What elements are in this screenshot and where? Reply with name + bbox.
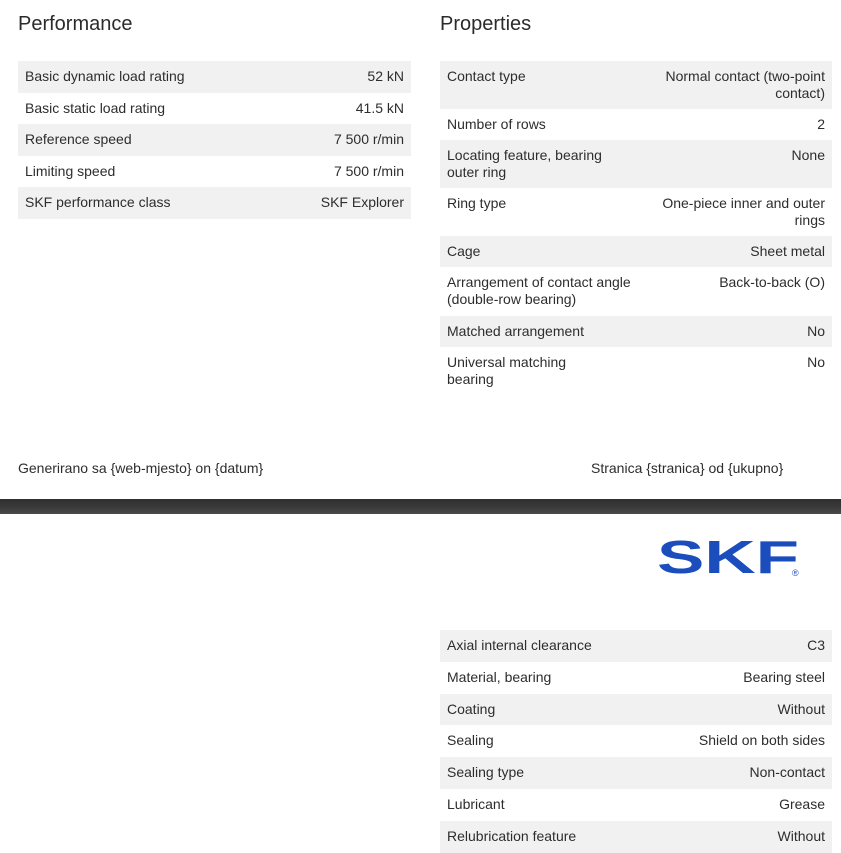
table-row [440,316,832,347]
row-label: Ring type [447,195,507,211]
row-value: 52 kN [367,68,404,84]
properties-heading: Properties [440,13,532,35]
row-value: Grease [779,795,825,812]
row-label: Lubricant [447,795,505,812]
row-value: C3 [807,637,825,653]
row-label: Contact type [447,68,526,84]
row-label: Reference speed [25,131,132,147]
table-row [440,757,832,789]
row-label: Sealing [447,732,494,749]
table-row [440,188,832,236]
footer-page-number: Stranica {stranica} od {ukupno} [591,460,784,476]
row-label: Limiting speed [25,162,116,179]
skf-logo [655,537,805,577]
row-value: One-piece inner and outer rings [662,195,825,228]
row-label: Matched arrangement [447,323,584,339]
table-row [440,140,832,188]
row-value: Back-to-back (O) [719,274,825,290]
table-row [440,821,832,853]
row-value: Shield on both sides [698,732,825,749]
row-label: Arrangement of contact angle (double-row bearing) [447,274,631,307]
table-row [440,236,832,267]
svg-text:SKF: SKF [657,537,799,577]
row-value: 41.5 kN [355,99,404,116]
row-value: Sheet metal [750,243,825,259]
row-label: Universal matching bearing [447,354,567,387]
row-value: Without [777,700,825,717]
row-value: Without [777,827,825,844]
row-label: Cage [447,243,481,259]
row-value: Bearing steel [743,668,825,685]
row-value: No [807,354,825,370]
row-label: Locating feature, bearing outer ring [447,147,602,180]
table-row [440,109,832,140]
table-row [18,156,411,188]
table-row [440,630,832,662]
performance-table [18,61,411,219]
performance-heading: Performance [18,13,133,35]
row-label: Coating [447,700,496,717]
properties-table [440,61,832,395]
row-label: Axial internal clearance [447,637,592,653]
row-label: Material, bearing [447,668,552,685]
table-row [18,187,411,219]
row-value: 2 [817,116,825,132]
row-label: Relubrication feature [447,827,577,844]
page-divider [0,499,841,514]
table-row [18,61,411,93]
row-label: Number of rows [447,116,546,132]
table-row [440,267,832,316]
row-label: Sealing type [447,764,525,781]
table-row [440,694,832,726]
table-row [440,789,832,821]
registered-mark-icon: ® [792,568,799,577]
row-value: No [807,323,825,339]
properties-continued-table [440,630,832,853]
row-value: Non-contact [749,764,825,781]
table-row [440,662,832,694]
table-row [18,124,411,156]
table-row [440,725,832,757]
table-row [18,93,411,125]
row-label: Basic static load rating [25,99,166,116]
table-row [440,347,832,395]
row-value: SKF Explorer [320,194,404,210]
row-label: SKF performance class [25,194,171,210]
row-value: Normal contact (two-point contact) [665,68,825,101]
row-value: 7 500 r/min [333,131,404,147]
row-value: 7 500 r/min [333,162,404,179]
footer-generated-text: Generirano sa {web-mjesto} on {datum} [18,460,264,476]
row-value: None [791,147,825,163]
row-label: Basic dynamic load rating [25,68,185,84]
table-row [440,61,832,109]
